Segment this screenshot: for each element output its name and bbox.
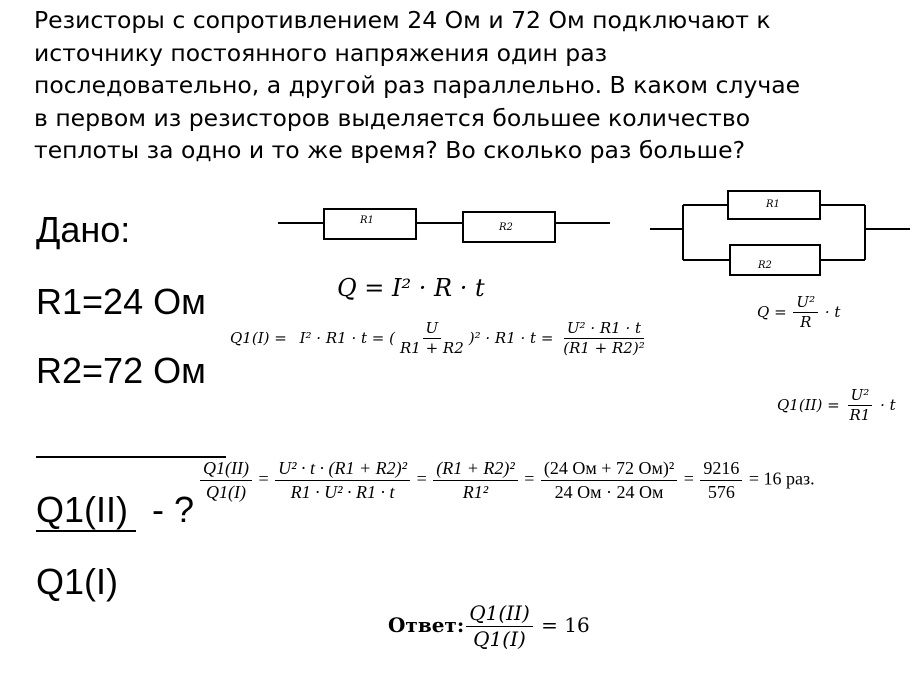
q-power-tail: · t <box>824 302 841 321</box>
fraction-num: Q1(II) <box>200 458 252 481</box>
find-bottom: Q1(I) <box>36 561 119 602</box>
fraction-den: 576 <box>707 481 735 502</box>
parallel-r1-label: R1 <box>766 199 780 210</box>
fraction-den: R1 <box>849 406 871 425</box>
q1-series-lhs: Q1(I) = <box>230 328 287 347</box>
fraction-den: Q1(I) <box>206 481 246 502</box>
answer-value: = 16 <box>541 613 590 637</box>
given-r2: R2=72 Ом <box>36 350 206 391</box>
fraction-den: 24 Ом · 24 Ом <box>554 481 664 502</box>
joule-law: Q = I² · R · t <box>337 274 485 302</box>
parallel-circuit <box>650 185 910 280</box>
fraction-num: Q1(II) <box>466 602 533 627</box>
find-top <box>36 490 194 530</box>
fraction-num: (24 Ом + 72 Ом)² <box>541 458 677 481</box>
fraction <box>847 387 874 425</box>
q1-parallel-formula <box>777 387 896 425</box>
fraction <box>275 458 410 502</box>
fraction <box>560 320 648 358</box>
fraction-num: U² <box>793 294 818 313</box>
fraction-den: R1 · U² · R1 · t <box>290 481 395 502</box>
fraction <box>433 458 518 502</box>
given-r1: R1=24 Ом <box>36 281 206 322</box>
fraction <box>466 602 533 651</box>
given-heading: Дано: <box>36 209 131 250</box>
q1-series-formula <box>230 320 650 358</box>
series-r2-label: R2 <box>499 222 513 233</box>
q-power-formula <box>757 294 840 332</box>
fraction-den: R <box>800 313 812 332</box>
q-power-lhs: Q = <box>757 302 787 321</box>
problem-statement <box>34 4 904 167</box>
fraction-num: (R1 + R2)² <box>433 458 518 481</box>
q1-parallel-tail: · t <box>880 395 896 414</box>
fraction-den: Q1(I) <box>473 627 526 651</box>
find-question: ? <box>174 489 195 530</box>
fraction-num: U² <box>848 387 873 406</box>
fraction <box>541 458 677 502</box>
problem-line: в первом из резисторов выделяется большее количество <box>34 103 751 132</box>
resistor-r2 <box>730 245 820 275</box>
fraction-den: (R1 + R2)² <box>563 339 645 358</box>
fraction-den: R1 + R2 <box>399 339 464 358</box>
parallel-r2-label: R2 <box>758 260 772 271</box>
fraction <box>700 458 742 502</box>
problem-line: источнику постоянного напряжения один раз <box>34 38 608 67</box>
ratio-derivation: $\frac{Q1(II)}{Q1(I)}$ = $\frac{\text{U² · t · (R1 + R2)²}}{\text{R1 · U² · R1 · t}}$ = $\frac{\text{(R1 + R2)²}}{\text{R1²}}$ = $\frac{\text{(24 Ом + 72 Ом)²}}{24 Ом \cdot 24 Ом}$ = $\frac{9216}{576}$ = 16 раз. <box>198 458 815 502</box>
q1-parallel-lhs: Q1(II) = <box>777 395 840 414</box>
fraction-num: U² · R1 · t <box>564 320 644 339</box>
fraction <box>200 458 252 502</box>
find-numerator: Q1(II) <box>36 489 136 532</box>
ratio-result: = 16 раз. <box>748 468 815 489</box>
fraction <box>793 294 818 332</box>
fraction-num: 9216 <box>700 458 742 481</box>
fraction <box>397 320 467 358</box>
fraction-den: R1² <box>462 481 489 502</box>
answer <box>388 602 590 651</box>
q1-series-tail: )² · R1 · t = <box>468 328 554 347</box>
problem-line: Резисторы с сопротивлением 24 Ом и 72 Ом подключают к <box>34 6 771 34</box>
series-circuit <box>278 205 610 249</box>
series-r1-label: R1 <box>360 215 374 226</box>
answer-label: Ответ: <box>388 613 465 637</box>
q1-series-mid: I² · R1 · t = ( <box>299 328 395 347</box>
fraction-num: U² · t · (R1 + R2)² <box>275 458 410 481</box>
problem-line: последовательно, а другой раз параллельно. В каком случае <box>34 71 801 99</box>
problem-line: теплоты за одно и то же время? Во сколько раз больше? <box>34 136 746 164</box>
find-dash: - <box>152 489 165 530</box>
fraction-num: U <box>423 320 442 339</box>
